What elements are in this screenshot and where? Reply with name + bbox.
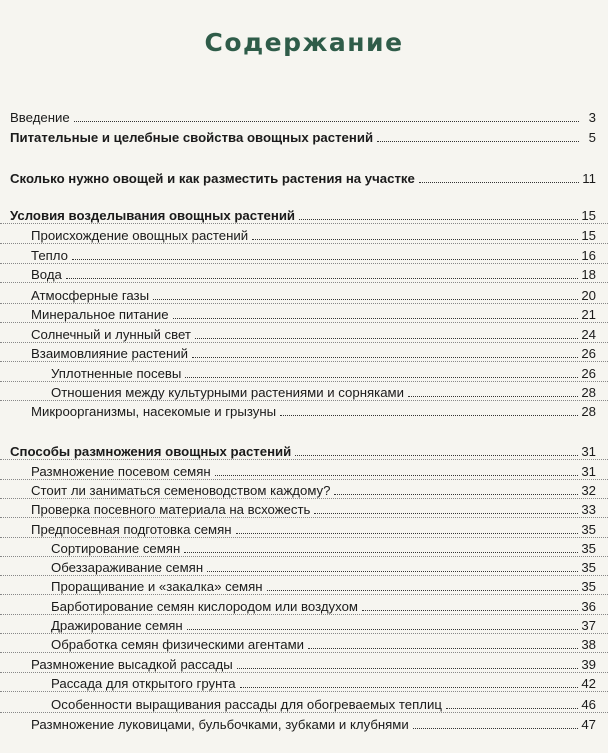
dot-leader [314,513,578,514]
toc-entry-page: 26 [581,366,596,381]
toc-entry-page: 16 [581,248,596,263]
dot-leader [334,494,578,495]
row-divider [0,594,608,595]
toc-entry [51,637,596,652]
toc-entry-title: Вода [31,267,62,282]
dot-leader [446,708,578,709]
toc-entry-title: Рассада для открытого грунта [51,676,236,691]
toc-entry-page: 15 [581,228,596,243]
row-divider [0,282,608,283]
toc-entry [31,307,596,322]
toc-entry-page: 46 [581,697,596,712]
row-divider [0,342,608,343]
toc-entry-title: Размножение луковицами, бульбочками, зубками и клубнями [31,717,409,732]
toc-entry [31,464,596,479]
toc-entry-title: Питательные и целебные свойства овощных растений [10,130,374,145]
toc-entry-page: 11 [582,171,596,186]
dot-leader [299,219,578,220]
row-divider [0,479,608,480]
row-divider [0,381,608,382]
row-divider [0,498,608,499]
toc-entry-page: 26 [581,346,596,361]
toc-entry-page: 31 [581,444,596,459]
toc-entry-page: 37 [581,618,596,633]
toc-entry [51,697,596,712]
toc-entry-title: Размножение посевом семян [31,464,211,479]
dot-leader [207,571,578,572]
toc-entry [10,171,596,186]
toc-entry-page: 3 [588,110,596,125]
toc-entry [31,522,596,537]
dot-leader [192,357,578,358]
toc-entry [51,385,596,400]
dot-leader [153,299,578,300]
toc-entry-page: 47 [581,717,596,732]
toc-entry-title: Условия возделывания овощных растений [10,208,296,223]
toc-entry-title: Введение [10,110,70,125]
dot-leader [267,590,579,591]
toc-entry-title: Отношения между культурными растениями и сорняками [51,385,404,400]
toc-entry-page: 39 [581,657,596,672]
toc-entry-title: Предпосевная подготовка семян [31,522,232,537]
toc-entry [31,657,596,672]
toc-entry-page: 35 [581,560,596,575]
toc-entry-page: 20 [581,288,596,303]
toc-entry [51,541,596,556]
row-divider [0,303,608,304]
dot-leader [362,610,578,611]
row-divider [0,614,608,615]
toc-entry [51,366,596,381]
toc-entry-page: 28 [581,404,596,419]
toc-entry [31,228,596,243]
toc-entry-page: 36 [581,599,596,614]
toc-entry [31,502,596,517]
dot-leader [237,668,579,669]
row-divider [0,322,608,323]
toc-entry-page: 5 [588,130,596,145]
row-divider [0,243,608,244]
toc-entry-title: Обработка семян физическими агентами [51,637,305,652]
toc-entry-title: Уплотненные посевы [51,366,182,381]
toc-entry-title: Обеззараживание семян [51,560,204,575]
page-title: Содержание [204,28,404,57]
toc-entry [51,560,596,575]
toc-entry [31,267,596,282]
dot-leader [308,648,578,649]
dot-leader [72,259,578,260]
dot-leader [173,318,579,319]
toc-entry-title: Способы размножения овощных растений [10,444,292,459]
toc-entry-page: 33 [581,502,596,517]
toc-entry [10,110,596,125]
dot-leader [240,687,579,688]
dot-leader [377,141,579,142]
toc-entry [10,208,596,223]
toc-entry-title: Минеральное питание [31,307,169,322]
toc-entry [51,579,596,594]
dot-leader [252,239,578,240]
toc-entry-page: 35 [581,522,596,537]
dot-leader [66,278,578,279]
toc-entry-page: 18 [581,267,596,282]
toc-entry-title: Особенности выращивания рассады для обогреваемых теплиц [51,697,442,712]
row-divider [0,691,608,692]
toc-entry-title: Проверка посевного материала на всхожесть [31,502,311,517]
toc-entry-title: Стоит ли заниматься семеноводством каждому? [31,483,331,498]
toc-entry-title: Атмосферные газы [31,288,150,303]
toc-entry-title: Сколько нужно овощей и как разместить растения на участке [10,171,415,186]
toc-entry [31,717,596,732]
toc-entry [31,346,596,361]
toc-entry-page: 42 [581,676,596,691]
row-divider [0,537,608,538]
toc-entry-page: 35 [581,541,596,556]
dot-leader [215,475,579,476]
toc-entry [31,327,596,342]
section-divider [0,459,608,460]
row-divider [0,517,608,518]
toc-entry-title: Тепло [31,248,68,263]
row-divider [0,263,608,264]
toc-entry-page: 38 [581,637,596,652]
toc-entry-title: Взаимовлияние растений [31,346,189,361]
row-divider [0,575,608,576]
dot-leader [295,455,578,456]
toc-entry-title: Сортирование семян [51,541,181,556]
toc-entry-page: 24 [581,327,596,342]
toc-entry-title: Барботирование семян кислородом или воздухом [51,599,358,614]
toc-entry [10,130,596,145]
row-divider [0,400,608,401]
toc-entry [51,618,596,633]
toc-entry [51,676,596,691]
dot-leader [280,415,578,416]
toc-entry-title: Размножение высадкой рассады [31,657,233,672]
toc-entry-title: Микроорганизмы, насекомые и грызуны [31,404,277,419]
toc-entry-title: Происхождение овощных растений [31,228,249,243]
dot-leader [184,552,578,553]
toc-entry-page: 15 [581,208,596,223]
dot-leader [413,728,579,729]
toc-entry [51,599,596,614]
dot-leader [195,338,578,339]
row-divider [0,652,608,653]
toc-entry [31,483,596,498]
row-divider [0,712,608,713]
dot-leader [419,182,579,183]
row-divider [0,361,608,362]
dot-leader [408,396,578,397]
toc-entry-title: Проращивание и «закалка» семян [51,579,263,594]
toc-entry [31,248,596,263]
dot-leader [74,121,579,122]
toc-entry-page: 21 [581,307,596,322]
toc-entry [10,444,596,459]
toc-entry-page: 32 [581,483,596,498]
row-divider [0,672,608,673]
row-divider [0,633,608,634]
section-divider [0,223,608,224]
dot-leader [185,377,578,378]
toc-entry-title: Солнечный и лунный свет [31,327,191,342]
toc-entry-page: 28 [581,385,596,400]
toc-entry-page: 35 [581,579,596,594]
dot-leader [187,629,579,630]
row-divider [0,556,608,557]
dot-leader [236,533,579,534]
toc-entry-title: Дражирование семян [51,618,183,633]
toc-entry [31,288,596,303]
toc-entry [31,404,596,419]
toc-entry-page: 31 [581,464,596,479]
